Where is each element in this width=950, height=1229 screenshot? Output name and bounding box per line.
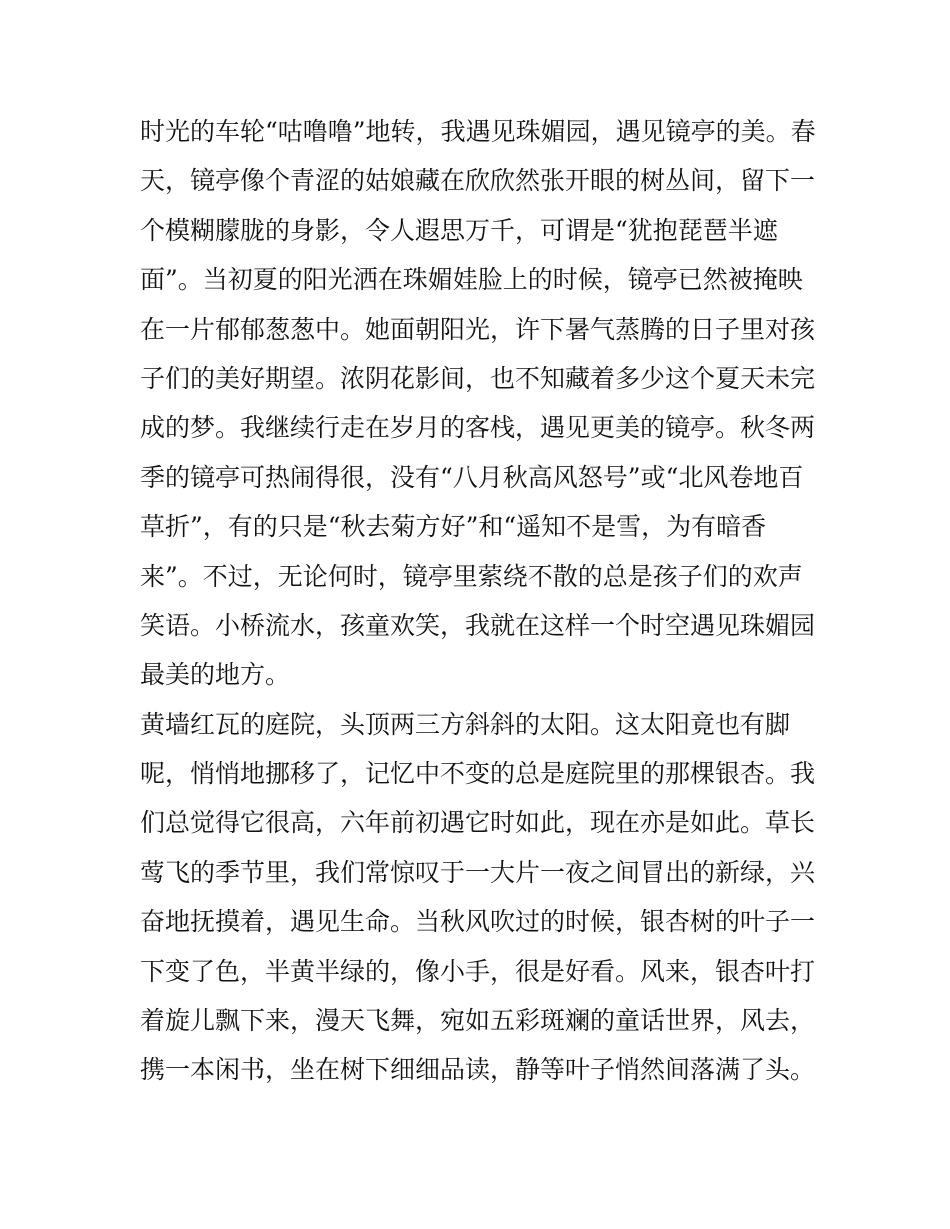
text-line-4: 面”。当初夏的阳光洒在珠媚娃脸上的时候，镜亭已然被掩映 — [140, 265, 803, 295]
text-line-11: 笑语。小桥流水，孩童欢笑，我就在这样一个时空遇见珠媚园 — [140, 610, 816, 640]
text-line-9: 草折”，有的只是“秋去菊方好”和“遥知不是雪，为有暗香 — [140, 512, 767, 542]
text-line-3: 个模糊朦胧的身影，令人遐思万千，可谓是“犹抱琵琶半遮 — [140, 215, 778, 245]
text-line-2: 天，镜亭像个青涩的姑娘藏在欣欣然张开眼的树丛间，留下一 — [140, 166, 816, 196]
text-line-8: 季的镜亭可热闹得很，没有“八月秋高风怒号”或“北风卷地百 — [140, 462, 804, 492]
text-line-14: 呢，悄悄地挪移了，记忆中不变的总是庭院里的那棵银杏。我 — [140, 759, 816, 789]
text-line-15: 们总觉得它很高，六年前初遇它时如此，现在亦是如此。草长 — [140, 808, 816, 838]
text-line-19: 着旋儿飘下来，漫天飞舞，宛如五彩斑斓的童话世界，风去， — [140, 1006, 816, 1036]
text-line-5: 在一片郁郁葱葱中。她面朝阳光，许下暑气蒸腾的日子里对孩 — [140, 314, 816, 344]
text-line-17: 奋地抚摸着，遇见生命。当秋风吹过的时候，银杏树的叶子一 — [140, 907, 816, 937]
text-line-20: 携一本闲书，坐在树下细细品读，静等叶子悄然间落满了头。 — [140, 1055, 816, 1085]
text-line-6: 子们的美好期望。浓阴花影间，也不知藏着多少这个夏天未完 — [140, 363, 816, 393]
text-line-18: 下变了色，半黄半绿的，像小手，很是好看。风来，银杏叶打 — [140, 956, 816, 986]
text-line-10: 来”。不过，无论何时，镜亭里萦绕不散的总是孩子们的欢声 — [140, 561, 803, 591]
text-line-7: 成的梦。我继续行走在岁月的客栈，遇见更美的镜亭。秋冬两 — [140, 413, 816, 443]
text-line-1: 时光的车轮“咕噜噜”地转，我遇见珠媚园，遇见镜亭的美。春 — [140, 117, 816, 146]
text-line-13: 黄墙红瓦的庭院，头顶两三方斜斜的太阳。这太阳竟也有脚 — [140, 709, 791, 739]
text-line-12: 最美的地方。 — [140, 660, 291, 690]
text-line-16: 莺飞的季节里，我们常惊叹于一大片一夜之间冒出的新绿，兴 — [140, 857, 816, 887]
essay-text — [140, 107, 830, 1095]
